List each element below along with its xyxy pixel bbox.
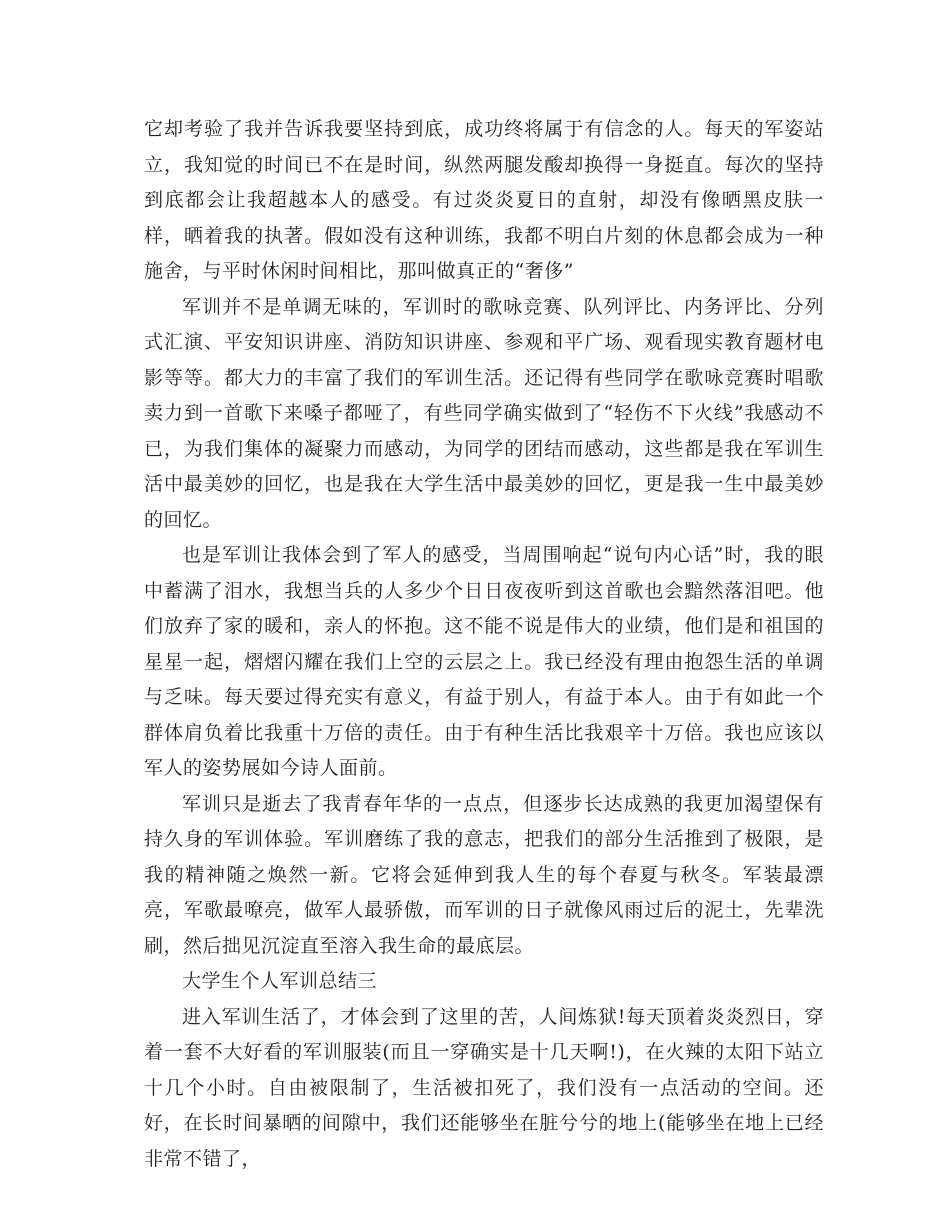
paragraph-military-training-activities: 军训并不是单调无味的，军训时的歌咏竞赛、队列评比、内务评比、分列式汇演、平安知识讲座、消防知识讲座、参观和平广场、观看现实教育题材电影等等。都大力的丰富了我们的军训生活。还记得有些同学在歌咏竞赛时唱歌卖力到一首歌下来嗓子都哑了，有些同学确实做到了“轻伤不下火线”我感动不已，为我们集体的凝聚力而感动，为同学的团结而感动，这些都是我在军训生活中最美妙的回忆，也是我在大学生活中最美妙的回忆，更是我一生中最美妙的回忆。 — [144, 295, 824, 531]
paragraph-soldier-feelings: 也是军训让我体会到了军人的感受，当周围响起“说句内心话”时，我的眼中蓄满了泪水，我想当兵的人多少个日日夜夜听到这首歌也会黯然落泪吧。他们放弃了家的暖和，亲人的怀抱。这不能不说是伟大的业绩，他们是和祖国的星星一起，熠熠闪耀在我们上空的云层之上。我已经没有理由抱怨生活的单调与乏味。每天要过得充实有意义，有益于别人，有益于本人。由于有如此一个群体肩负着比我重十万倍的责任。由于有种生活比我艰辛十万倍。我也应该以军人的姿势展如今诗人面前。 — [144, 544, 824, 779]
paragraph-training-hardship: 进入军训生活了，才体会到了这里的苦，人间炼狱!每天顶着炎炎烈日，穿着一套不大好看的军训服装(而且一穿确实是十几天啊!)，在火辣的太阳下站立十几个小时。自由被限制了，生活被扣死了，我们没有一点活动的空间。还好，在长时间暴晒的间隙中，我们还能够坐在脏兮兮的地上(能够坐在地上已经非常不错了， — [144, 1005, 824, 1170]
section-heading: 大学生个人军训总结三 — [182, 970, 378, 992]
paragraph-training-reflection: 军训只是逝去了我青春年华的一点点，但逐步长达成熟的我更加渴望保有持久身的军训体验。军训磨练了我的意志，把我们的部分生活推到了极限，是我的精神随之焕然一新。它将会延伸到我人生的每个春夏与秋冬。军装最漂亮，军歌最嘹亮，做军人最骄傲，而军训的日子就像风雨过后的泥土，先辈洗刷，然后拙见沉淀直至溶入我生命的最底层。 — [144, 792, 824, 957]
paragraph-continuation: 它却考验了我并告诉我要坚持到底，成功终将属于有信念的人。每天的军姿站立，我知觉的时间已不在是时间，纵然两腿发酸却换得一身挺直。每次的坚持到底都会让我超越本人的感受。有过炎炎夏日的直射，却没有像晒黑皮肤一样，晒着我的执著。假如没有这种训练，我都不明白片刻的休息都会成为一种施舍，与平时休闲时间相比，那叫做真正的“奢侈” — [144, 118, 824, 282]
document-body — [144, 112, 824, 1177]
